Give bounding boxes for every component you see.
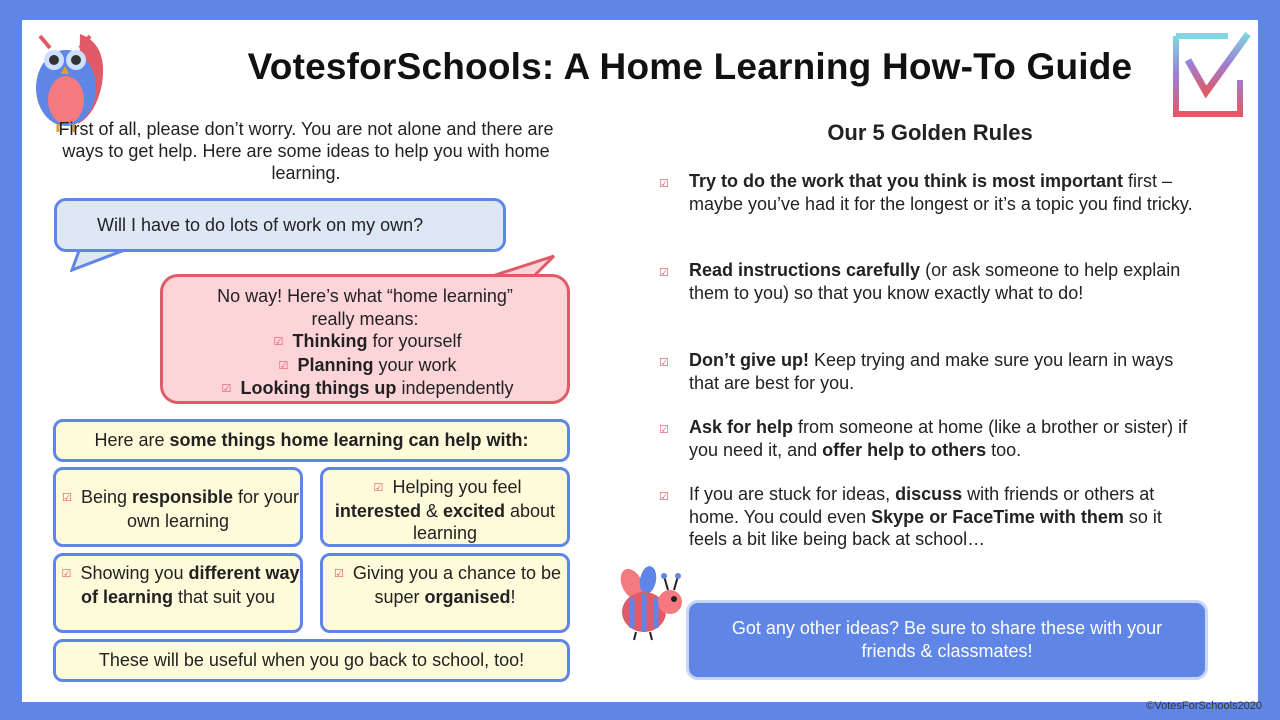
help-heading-text: Here are some things home learning can help with: bbox=[94, 430, 529, 451]
checkbox-icon: ☑ bbox=[273, 336, 284, 348]
rule-item: ☑ If you are stuck for ideas, discuss with friends or others at home. You could even Skype or FaceTime with them so it feels a bit like being back at school… bbox=[659, 484, 1162, 549]
help-box-organised: ☑ Giving you a chance to be super organised! bbox=[320, 553, 570, 633]
checkbox-icon: ☑ bbox=[373, 482, 384, 494]
answer-line-2: really means: bbox=[311, 308, 419, 329]
answer-item: ☑ Looking things up independently bbox=[163, 377, 567, 401]
back-to-school-box: These will be useful when you go back to school, too! bbox=[53, 639, 570, 682]
checkbox-icon: ☑ bbox=[659, 178, 669, 190]
help-heading-box bbox=[53, 419, 570, 462]
checkbox-icon: ☑ bbox=[333, 568, 344, 580]
help-box-responsible: ☑ Being responsible for your own learning bbox=[53, 467, 303, 547]
question-bubble: Will I have to do lots of work on my own? bbox=[54, 198, 506, 252]
help-box-different-way: ☑ Showing you different way of learning that suit you bbox=[53, 553, 303, 633]
rule-item: ☑ Read instructions carefully (or ask someone to help explain them to you) so that you know exactly what to do! bbox=[659, 260, 1181, 303]
page-title: VotesforSchools: A Home Learning How-To Guide bbox=[247, 46, 1133, 87]
bee-mascot-icon bbox=[614, 562, 686, 642]
checkbox-icon: ☑ bbox=[659, 491, 669, 503]
help-box-interested: ☑ Helping you feel interested & excited about learning bbox=[320, 467, 570, 547]
rule-item: ☑ Ask for help from someone at home (like a brother or sister) if you need it, and offer help to others too. bbox=[659, 417, 1188, 460]
share-ideas-callout: Got any other ideas? Be sure to share these with your friends & classmates! bbox=[686, 600, 1208, 680]
checkbox-icon: ☑ bbox=[659, 357, 669, 369]
checkbox-icon: ☑ bbox=[659, 267, 669, 279]
answer-item: ☑ Planning your work bbox=[163, 354, 567, 378]
rule-item: ☑ Don’t give up! Keep trying and make sure you learn in ways that are best for you. bbox=[659, 350, 1174, 393]
checkbox-icon: ☑ bbox=[659, 424, 669, 436]
rule-item: ☑ Try to do the work that you think is most important first – maybe you’ve had it for the longest or it’s a topic you find tricky. bbox=[659, 171, 1193, 214]
answer-bubble bbox=[160, 274, 570, 404]
copyright-text: ©VotesForSchools2020 bbox=[1146, 700, 1262, 712]
checkbox-icon: ☑ bbox=[278, 359, 289, 372]
answer-item: ☑ Thinking for yourself bbox=[163, 330, 567, 354]
checkbox-icon: ☑ bbox=[61, 568, 72, 580]
checkbox-icon: ☑ bbox=[221, 383, 232, 395]
checkbox-icon: ☑ bbox=[62, 492, 72, 504]
answer-line-1: No way! Here’s what “home learning” bbox=[217, 286, 513, 306]
rules-title: Our 5 Golden Rules bbox=[827, 120, 1033, 145]
intro-text: First of all, please don’t worry. You are not alone and there are ways to get help. Here are some ideas to help you with home learning. bbox=[58, 119, 554, 183]
